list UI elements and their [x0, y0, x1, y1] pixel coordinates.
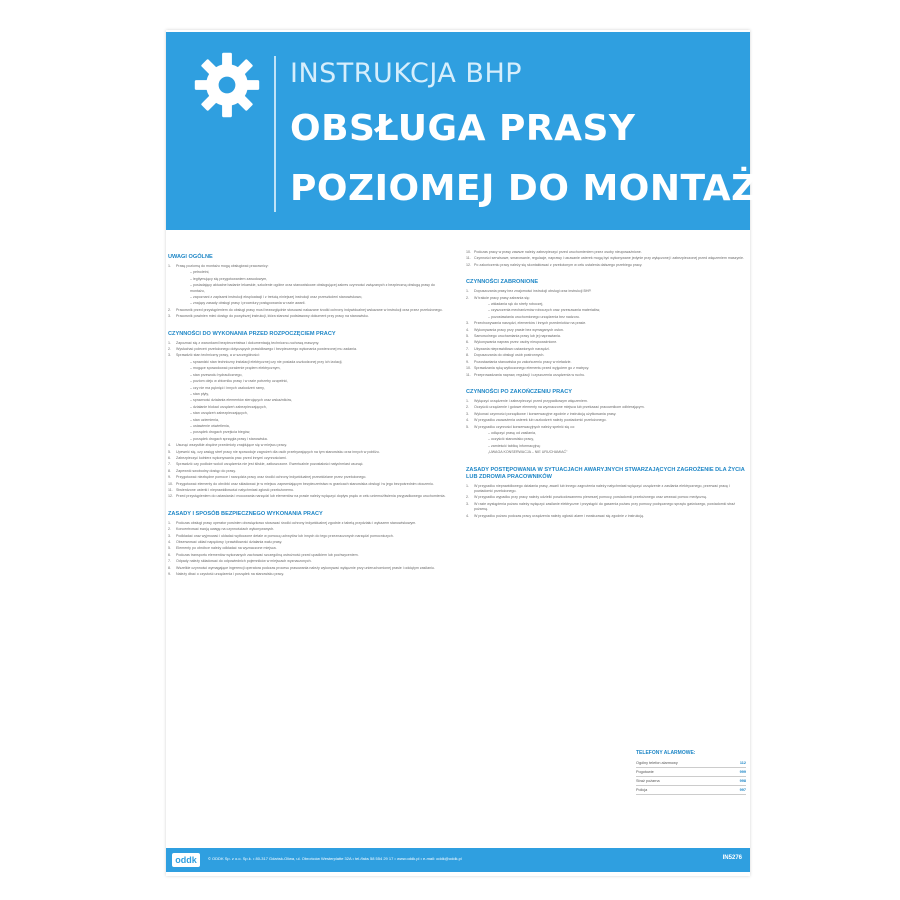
- list-item-text: – czyszczenia mechanizmów roboczych oraz przesuwania materiałów,: [488, 308, 601, 313]
- list-item: [466, 425, 748, 430]
- list-item-text: Zabezpieczyć kołnierz wykonywania prac przed innymi czynnościami.: [176, 455, 287, 460]
- section-list: [466, 289, 748, 378]
- list-item-text: – poziom oleju w zbiorniku prasy i w razie potrzeby uzupełnić,: [190, 379, 289, 384]
- list-item: [168, 264, 450, 269]
- list-item-text: Elementy po obróbce należy odkładać na wyznaczone miejsca.: [176, 546, 277, 551]
- list-item-number: 8.: [168, 468, 171, 473]
- list-item-text: Stwierdzone usterki i nieprawidłowości natychmiast zgłosić przełożonemu.: [176, 488, 295, 492]
- list-item: [466, 353, 748, 358]
- list-item: [466, 514, 748, 519]
- list-item-number: [182, 418, 190, 423]
- section-list: [466, 484, 748, 519]
- list-item-text: Sprawdzić czy podłoże wokół urządzenia nie jest śliskie, zatłuszczone. Ewentualnie pozostałości natychmiast usunąć.: [176, 462, 364, 467]
- list-item-text: – czy nie ma pęknięć i innych uszkodzeń ramy,: [190, 385, 265, 390]
- list-item-text: – porządek drogach sprzęgła prasy i stanowiska.: [190, 436, 268, 441]
- left-column: [166, 250, 450, 578]
- list-item-text: – wkładania rąk do strefy roboczej,: [488, 302, 544, 307]
- document-code: IN5276: [722, 855, 742, 861]
- list-item: [466, 495, 748, 500]
- list-item-number: 5.: [466, 334, 469, 339]
- poster-footer: [166, 848, 750, 872]
- list-item-number: 12.: [466, 262, 471, 267]
- list-item-text: Odpady należy składować do odpowiednich pojemników w miejscach wyznaczonych.: [176, 559, 312, 564]
- list-item-text: W razie wystąpienia pożaru należy wyłączyć zasilanie elektryczne i przystąpić do gaszenia pożaru przy pomocy podręcznego sprzętu gaśniczego, powiadomić straż pożarną.: [474, 501, 736, 512]
- list-item: [466, 302, 748, 307]
- phone-row: [636, 759, 746, 768]
- list-item-text: W trakcie pracy prasy zabrania się:: [474, 295, 530, 300]
- list-item-number: 1.: [168, 340, 171, 345]
- list-item: [466, 450, 748, 455]
- list-item: [168, 347, 450, 352]
- list-item-number: 1.: [466, 483, 469, 488]
- list-item: [168, 456, 450, 461]
- list-item-number: 10.: [168, 481, 173, 486]
- section-title: CZYNNOŚCI PO ZAKOŃCZENIU PRACY: [466, 388, 572, 395]
- phone-number: 997: [739, 788, 746, 792]
- list-item: [168, 270, 450, 275]
- list-item: [168, 572, 450, 577]
- list-item-number: [182, 366, 190, 371]
- list-item: [466, 502, 748, 513]
- list-item: [466, 399, 748, 404]
- list-item-text: Używania nieprawidłowo ustawionych narzędzi.: [474, 346, 550, 351]
- list-item: [466, 321, 748, 326]
- list-item: [168, 546, 450, 551]
- list-item: [168, 521, 450, 526]
- list-item-text: Czynności serwisowe, smarowanie, regulacje, naprawy i usuwanie usterek mogą być wykonywane jedynie przy wyłączonej i zabezpieczonej przed włączeniem maszynie.: [474, 256, 745, 261]
- section-title: UWAGI OGÓLNE: [168, 254, 213, 260]
- list-item: [466, 296, 748, 301]
- list-item-text: Podczas obsługi prasy operator powinien obowiązkowo stosować środki ochrony indywidualnej zgodnie z tabelą przydziału i wykazem stanowiskowym.: [176, 520, 417, 525]
- list-item: [168, 527, 450, 532]
- list-item-number: [182, 373, 190, 378]
- phone-label: Straż pożarna: [636, 779, 660, 783]
- list-item-number: 4.: [168, 443, 171, 448]
- list-item-text: Podczas transportu elementów wykonanych zachować szczególną ostrożność przed upadkiem lub pochwyceniem.: [176, 552, 359, 557]
- list-item: [466, 263, 748, 268]
- poster-header: [166, 32, 788, 230]
- list-item: [466, 431, 748, 436]
- list-item-text: Przeprowadzania napraw, regulacji i czyszczenia urządzenia w ruchu.: [474, 372, 586, 377]
- list-item-text: Sprawdzić stan techniczny prasy, a w szczególności:: [176, 353, 260, 358]
- list-item-number: 3.: [168, 353, 171, 358]
- list-item-text: Podczas pracy w prasy zawsze należy zabezpieczyć przed uruchomieniem przez osoby nieupoważnione.: [474, 250, 642, 254]
- list-item-text: Wykonać czynności porządkowe i konserwacyjne zgodnie z instrukcją użytkowania prasy.: [474, 411, 617, 416]
- list-item-number: [480, 302, 488, 307]
- list-item-number: [182, 379, 190, 384]
- list-item-number: 4.: [466, 327, 469, 332]
- list-item-text: W przypadku wypadku przy pracy należy udzielić poszkodowanemu pierwszej pomocy, powiadomić przełożonego oraz wezwać pomoc medyczną.: [474, 495, 707, 500]
- list-item-text: Obserwować układ napędowy i prawidłowość działania wału prasy.: [176, 540, 283, 545]
- list-item: [168, 373, 450, 378]
- phone-row: [636, 768, 746, 777]
- phone-number: 998: [739, 779, 746, 783]
- list-item: [168, 559, 450, 564]
- list-item: [466, 412, 748, 417]
- list-item: [168, 566, 450, 571]
- list-item-number: [182, 277, 190, 282]
- list-item-number: [182, 411, 190, 416]
- right-column: [466, 250, 748, 520]
- list-item: [168, 283, 450, 294]
- list-item-number: 9.: [168, 475, 171, 480]
- list-item-number: [182, 386, 190, 391]
- list-item-number: 5.: [466, 424, 469, 429]
- list-item-number: [182, 424, 190, 429]
- list-item: [168, 482, 450, 487]
- list-item-number: 2.: [168, 307, 171, 312]
- list-item-text: – legitymujący się przygotowaniem zawodowym,: [190, 276, 268, 281]
- list-item-text: Wykonywania pracy przy prasie bez wymaganych osłon.: [474, 327, 564, 332]
- list-item: [466, 334, 748, 339]
- list-item-text: – pełnoletni,: [190, 270, 210, 275]
- list-item-number: 5.: [168, 449, 171, 454]
- list-item-number: [480, 444, 488, 449]
- list-item-number: 4.: [168, 540, 171, 545]
- list-item-number: 2.: [466, 405, 469, 410]
- list-item: [168, 450, 450, 455]
- list-item: [168, 314, 450, 319]
- list-item: [168, 418, 450, 423]
- list-item: [466, 366, 748, 371]
- list-item-text: – ustawienie oświetlenia,: [190, 423, 230, 428]
- list-item-text: Pracownik powinien mieć dostęp do powyższej instrukcji, która stanowi podstawowy dokument przy pracy na stanowisku.: [176, 314, 369, 319]
- list-item-text: – posiadający aktualne badanie lekarskie, szkolenie ogólne oraz stanowiskowe obsługującej zakres czynności związanych z bezpieczną obsługą prasy do montażu,: [190, 283, 435, 293]
- list-item: [168, 430, 450, 435]
- list-item: [168, 353, 450, 358]
- list-item: [168, 411, 450, 416]
- list-item-number: 1.: [466, 398, 469, 403]
- list-item-text: Przed przystąpieniem do ustawiania i mocowania narzędzi lub elementów na prasie należy wyłączyć dopływ prądu w celu uniemożliwienia przypadkowego uruchomienia.: [176, 494, 446, 499]
- list-item-number: 6.: [466, 340, 469, 345]
- emergency-phones: [636, 750, 746, 795]
- phone-number: 112: [739, 761, 746, 765]
- list-item: [168, 386, 450, 391]
- list-item-number: 7.: [168, 559, 171, 564]
- list-item-text: – stan płyty,: [190, 391, 209, 396]
- section-title: ZASADY I SPOSÓB BEZPIECZNEGO WYKONANIA PRACY: [168, 510, 323, 517]
- list-item-text: – stan przewodu hydraulicznego,: [190, 372, 243, 377]
- list-item: [466, 484, 748, 495]
- list-item: [168, 360, 450, 365]
- header-subtitle: INSTRUKCJA BHP: [290, 58, 523, 89]
- list-item-number: 2.: [466, 295, 469, 300]
- list-item-number: 3.: [466, 411, 469, 416]
- list-item-text: – oczyścić stanowisko pracy,: [488, 437, 534, 442]
- list-item-text: – odłączyć prasę od zasilania,: [488, 430, 536, 435]
- list-item: [168, 534, 450, 539]
- list-item-number: 4.: [466, 513, 469, 518]
- list-item: [466, 373, 748, 378]
- list-item: [168, 443, 450, 448]
- list-item-text: Należy dbać o czystość urządzenia i porządek na stanowisku pracy.: [176, 572, 284, 577]
- gear-icon: [192, 50, 262, 120]
- list-item-number: 7.: [168, 462, 171, 467]
- phone-row: [636, 786, 746, 795]
- list-item-number: 1.: [168, 264, 171, 268]
- list-item-number: 1.: [168, 520, 171, 525]
- list-item-text: – mogące spowodować porażenie prądem elektrycznym,: [190, 366, 281, 371]
- list-item: [168, 341, 450, 346]
- phone-row: [636, 777, 746, 786]
- phone-number: 999: [739, 770, 746, 774]
- list-item: [168, 301, 450, 306]
- list-item: [168, 540, 450, 545]
- phone-label: Policja: [636, 788, 648, 792]
- list-item-text: Pozostawiania stanowiska po zakończeniu pracy w nieładzie.: [474, 359, 572, 364]
- list-item-number: 8.: [168, 565, 171, 570]
- list-item-number: 10.: [466, 250, 471, 254]
- list-item: [466, 405, 748, 410]
- list-item: [168, 424, 450, 429]
- list-item: [168, 475, 450, 480]
- list-item-number: 3.: [168, 533, 171, 538]
- section-list: [168, 341, 450, 500]
- list-item-number: 6.: [168, 455, 171, 460]
- list-item-number: 2.: [168, 347, 171, 352]
- list-item-text: – sprawność działania elementów sterujących oraz wskaźników,: [190, 398, 292, 403]
- list-item-number: 3.: [466, 501, 469, 506]
- list-item-number: [182, 283, 190, 294]
- list-item-text: Zapewnić swobodny dostęp do prasy.: [176, 468, 236, 473]
- section-title: CZYNNOŚCI ZABRONIONE: [466, 279, 539, 286]
- bhp-poster: [166, 30, 788, 876]
- list-item-number: [480, 315, 488, 320]
- list-item-number: 1.: [466, 289, 469, 294]
- list-item-text: Wszelkie czynności wymagające ingerencji operatora podczas procesu prasowania należy wykonywać wyłącznie przy unieruchomionej prasie i odciętym zasilaniu.: [176, 565, 435, 570]
- list-item-text: Zapoznać się z warunkami bezpieczeństwa i dokumentacją techniczno-ruchową maszyny.: [176, 340, 320, 345]
- list-item-text: W przypadku nieprawidłowego działania prasy, awarii lub innego zagrożenia należy natychmiast wyłączyć urządzenie z zasilania elektrycznego, przerwać pracę i powiadomić przełożonego.: [474, 483, 730, 493]
- list-item: [168, 392, 450, 397]
- list-item-text: Usunąć wszystkie zbędne przedmioty znajdujące się w miejscu pracy.: [176, 443, 287, 448]
- list-item-text: Przygotować niezbędne pomoce i narzędzia pracy oraz środki ochrony indywidualnej przewidziane przez przełożonego.: [176, 475, 367, 480]
- phone-label: Ogólny telefon alarmowy: [636, 761, 678, 765]
- list-item-number: [182, 392, 190, 397]
- list-item: [466, 256, 748, 261]
- list-item-text: W przypadku czynności konserwacyjnych należy spełnić się co:: [474, 424, 576, 429]
- list-item-text: – stan uziemienia,: [190, 417, 219, 422]
- section-title: ZASADY POSTĘPOWANIA W SYTUACJACH AWARYJNYCH STWARZAJĄCYCH ZAGROŻENIE DLA ŻYCIA LUB ZDROWIA PRACOWNIKÓW: [466, 466, 745, 480]
- list-item: [168, 277, 450, 282]
- list-item-text: Dopuszczania do obsługi osób postronnych.: [474, 353, 545, 358]
- list-item-text: Wysłuchać poleceń przełożonego dotyczących prawidłowego i bezpiecznego wykonania powierzonej mu zadania.: [176, 347, 357, 352]
- list-item: [466, 289, 748, 294]
- list-item-text: Koncentrować swoją uwagę na czynnościach wykonywanych.: [176, 527, 275, 532]
- list-item-text: „UWAGA KONSERWACJA – NIE URUCHAMIAĆ”: [488, 450, 568, 455]
- header-divider: [274, 56, 276, 212]
- section-list: [466, 399, 748, 456]
- list-item-number: 8.: [466, 353, 469, 358]
- list-item-text: Oczyścić urządzenie i gotowe elementy na wyznaczone miejsca lub przekazać pracownikom odbierającym.: [474, 405, 645, 410]
- list-item-number: [182, 437, 190, 442]
- list-item: [466, 328, 748, 333]
- list-item: [466, 418, 748, 423]
- list-item-number: [182, 301, 190, 306]
- list-item-number: [480, 431, 488, 436]
- list-item-number: [480, 308, 488, 313]
- list-item-number: 2.: [168, 527, 171, 532]
- list-item: [466, 315, 748, 320]
- list-item-number: 2.: [466, 495, 469, 500]
- list-item-number: [182, 295, 190, 300]
- list-item-text: Dopuszczania prasy bez znajomości instrukcji obsługi oraz instrukcji BHP.: [474, 289, 592, 294]
- list-item-number: 5.: [168, 546, 171, 551]
- list-item-text: Po zakończeniu pracy należy się skontaktować z przełożonym w celu ustalenia dalszego przebiegu pracy.: [474, 262, 643, 267]
- header-title-line2: POZIOMEJ DO MONTAŻU: [290, 168, 788, 209]
- list-item-number: [182, 405, 190, 410]
- list-item-text: Samowolnego uruchamiania prasy lub jej naprawiania.: [474, 334, 561, 339]
- section-list: [168, 264, 450, 320]
- list-item: [168, 469, 450, 474]
- list-item-text: – stan urządzeń zabezpieczających,: [190, 411, 248, 416]
- list-item: [168, 405, 450, 410]
- list-item-text: W przypadku pożaru podczas pracy urządzenia należy ogłosić alarm i ewakuować się zgodnie z instrukcją.: [474, 513, 644, 518]
- list-item-number: 11.: [466, 256, 471, 261]
- list-item: [466, 340, 748, 345]
- list-item-text: Wyłączyć urządzenie i zabezpieczyć przed przypadkowym włączeniem.: [474, 398, 588, 403]
- list-item: [168, 488, 450, 493]
- list-item-text: – pozostawiania uruchomionego urządzenia bez nadzoru.: [488, 314, 580, 319]
- list-item: [466, 444, 748, 449]
- list-item-text: – zapoznani z zapisami instrukcji eksploatacji i z treścią niniejszej instrukcji oraz przeszkoleni stanowiskowo,: [190, 295, 363, 300]
- list-item-text: Wykonywania napraw przez osoby nieupoważnione.: [474, 340, 558, 345]
- header-title-line1: OBSŁUGA PRASY: [290, 108, 636, 149]
- list-item-text: W przypadku zauważenia usterek lub uszkodzeń należy powiadomić przełożonego.: [474, 418, 607, 423]
- list-item-number: [182, 270, 190, 275]
- list-item-number: 10.: [466, 366, 471, 371]
- list-item-number: 3.: [466, 321, 469, 326]
- list-item: [466, 360, 748, 365]
- phone-label: Pogotowie: [636, 770, 654, 774]
- list-item: [168, 379, 450, 384]
- list-item-text: Prasę poziomą do montażu mogą obsługiwać pracownicy:: [176, 264, 269, 268]
- list-item: [466, 437, 748, 442]
- list-item-text: Przygotować elementy do obróbki oraz składować je w miejscu zapewniającym bezpieczeństwo w granicach stanowiska obsługi i w jego bezpośrednim otoczeniu.: [176, 481, 434, 486]
- list-item: [168, 462, 450, 467]
- list-item: [168, 553, 450, 558]
- list-item: [168, 398, 450, 403]
- list-item-number: 9.: [168, 572, 171, 577]
- list-item: [168, 308, 450, 313]
- list-item-text: Upewnić się, czy zasięg stref pracy nie spowoduje zagrożeń dla osób przebywających na tym stanowisku oraz innych w pobliżu.: [176, 449, 380, 454]
- list-item: [168, 295, 450, 300]
- list-item-text: Sprawdzania ręką wytłoczonego elementu przed wyjęciem go z matrycy.: [474, 366, 590, 371]
- list-item-number: 12.: [168, 494, 173, 499]
- list-item-text: – sprawdzić stan techniczny instalacji elektrycznej czy nie posiada uszkodzonej przy ich izolacji,: [190, 359, 343, 364]
- list-item-number: [182, 430, 190, 435]
- section-list: [466, 250, 748, 268]
- list-item-number: [480, 437, 488, 442]
- footer-contact-text: © ODDK Sp. z o.o. Sp.k. • 80-317 Gdańsk-Oliwa, ul. Obrońców Westerplatte 32A • tel./faks 58 554 29 17 • www.oddk.pl • e-mail: oddk@oddk.pl: [208, 856, 462, 861]
- list-item: [466, 308, 748, 313]
- list-item-number: 4.: [466, 418, 469, 423]
- oddk-logo: oddk: [172, 853, 200, 867]
- section-list: [168, 521, 450, 578]
- list-item-number: 7.: [466, 346, 469, 351]
- list-item-text: – zamieścić tablicę informacyjną:: [488, 443, 541, 448]
- list-item-number: 9.: [466, 359, 469, 364]
- list-item-number: [182, 398, 190, 403]
- list-item: [168, 437, 450, 442]
- list-item-text: – działanie blokad urządzeń zabezpieczających,: [190, 404, 267, 409]
- list-item-number: [182, 360, 190, 365]
- list-item: [466, 250, 748, 255]
- list-item-number: [480, 450, 488, 455]
- list-item-text: – porządek drogach przejścia biegów,: [190, 430, 251, 435]
- list-item: [168, 494, 450, 499]
- list-item-number: 3.: [168, 314, 171, 319]
- list-item-text: Przechowywania narzędzi, elementów i innych przedmiotów na prasie.: [474, 321, 587, 326]
- list-item: [466, 347, 748, 352]
- section-title: CZYNNOŚCI DO WYKONANIA PRZED ROZPOCZĘCIEM PRACY: [168, 330, 336, 337]
- list-item-number: 11.: [466, 372, 471, 377]
- list-item-number: 6.: [168, 552, 171, 557]
- list-item-text: Pracownik przed przystąpieniem do obsługi prasy musi bezwzględnie stosować nakazane środki ochrony indywidualnej wskazane w instrukcji oraz przez przełożonego.: [176, 307, 443, 312]
- list-item-text: Podkładać oraz wyjmować i układać wytłoczone detale w pomocą uchwytów lub innych do tego przeznaczonych narzędzi pomocniczych.: [176, 533, 394, 538]
- list-item: [168, 366, 450, 371]
- phones-title: TELEFONY ALARMOWE:: [636, 750, 696, 756]
- list-item-number: 11.: [168, 488, 173, 492]
- list-item-text: – znający zasady obsługi prasy i procedury postępowania w razie awarii.: [190, 301, 306, 306]
